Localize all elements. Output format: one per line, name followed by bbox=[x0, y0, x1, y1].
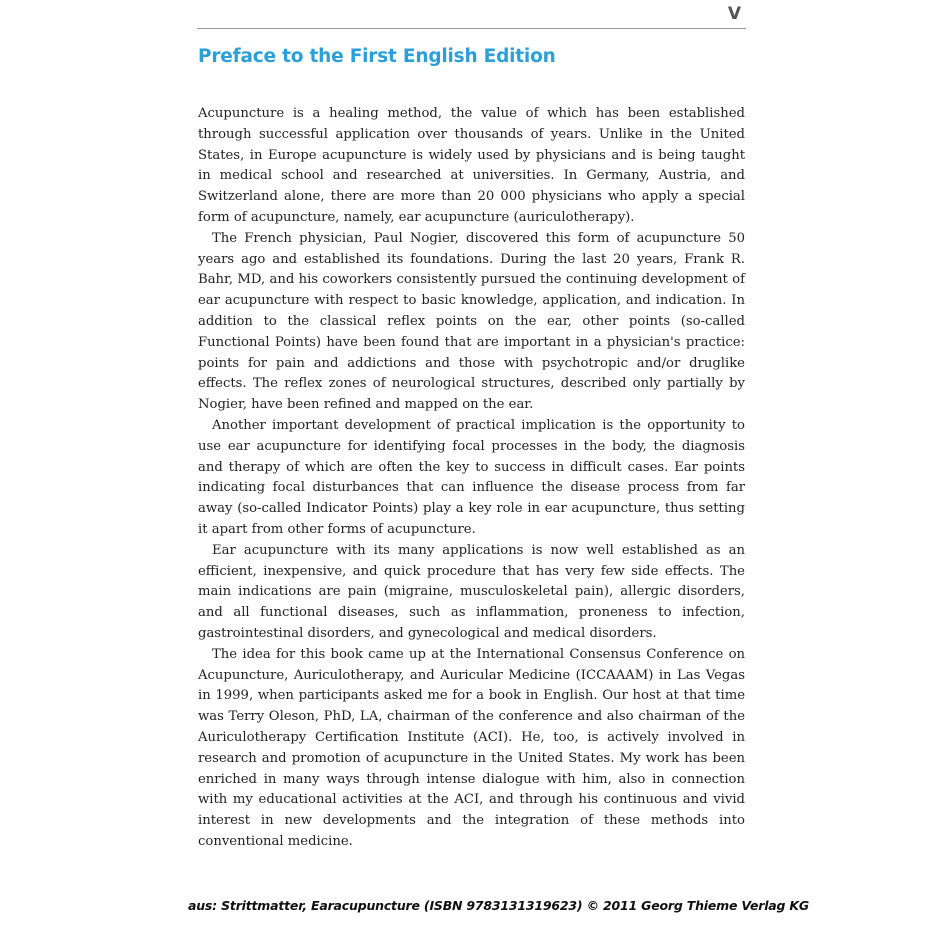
paragraph-5: The idea for this book came up at the International Consensus Conference on Acupuncture, Auriculotherapy, and Auricular Medicine (ICCAAAM) in Las Vegas in 1999, when participants asked me for a book in English. Our host at that time was Terry Oleson, PhD, LA, chairman of the conference and also chairman of the Auriculotherapy Certification Institute (ACI). He, too, is actively involved in research and promotion of acupuncture in the United States. My work has been enriched in many ways through intense dialogue with him, also in connection with my educational activities at the ACI, and through his continuous and vivid interest in new developments and the integration of these methods into conventional medicine. bbox=[198, 646, 745, 849]
page-number: V bbox=[727, 4, 741, 24]
paragraph-2: The French physician, Paul Nogier, discovered this form of acupuncture 50 years ago and established its foundations. During the last 20 years, Frank R. Bahr, MD, and his coworkers consistently pursued the continuing development of ear acupuncture with respect to basic knowledge, application, and indication. In addition to the classical reflex points on the ear, other points (so-called Functional Points) have been found that are important in a physician's practice: points for pain and addictions and those with psychotropic and/or druglike effects. The reflex zones of neurological structures, described only partially by Nogier, have been refined and mapped on the ear. bbox=[198, 230, 745, 413]
paragraph-1: Acupuncture is a healing method, the value of which has been established through successful application over thousands of years. Unlike in the United States, in Europe acupuncture is widely used by physicians and is being taught in medical school and researched at universities. In Germany, Austria, and Switzerland alone, there are more than 20 000 physicians who apply a special form of acupuncture, namely, ear acupuncture (auriculotherapy). bbox=[198, 106, 745, 225]
header-rule bbox=[197, 28, 746, 29]
page-title: Preface to the First English Edition bbox=[198, 46, 556, 67]
body-text bbox=[198, 104, 745, 853]
paragraph-4: Ear acupuncture with its many applications is now well established as an efficient, inexpensive, and quick procedure that has very few side effects. The main indications are pain (migraine, musculoskeletal pain), allergic disorders, and all functional diseases, such as inflammation, proneness to infection, gastrointestinal disorders, and gynecological and medical disorders. bbox=[198, 542, 745, 641]
source-footer: aus: Strittmatter, Earacupuncture (ISBN 9783131319623) © 2011 Georg Thieme Verlag KG bbox=[188, 898, 809, 913]
paragraph-3: Another important development of practical implication is the opportunity to use ear acupuncture for identifying focal processes in the body, the diagnosis and therapy of which are often the key to success in difficult cases. Ear points indicating focal disturbances that can influence the disease process from far away (so-called Indicator Points) play a key role in ear acupuncture, thus setting it apart from other forms of acupuncture. bbox=[198, 417, 745, 537]
